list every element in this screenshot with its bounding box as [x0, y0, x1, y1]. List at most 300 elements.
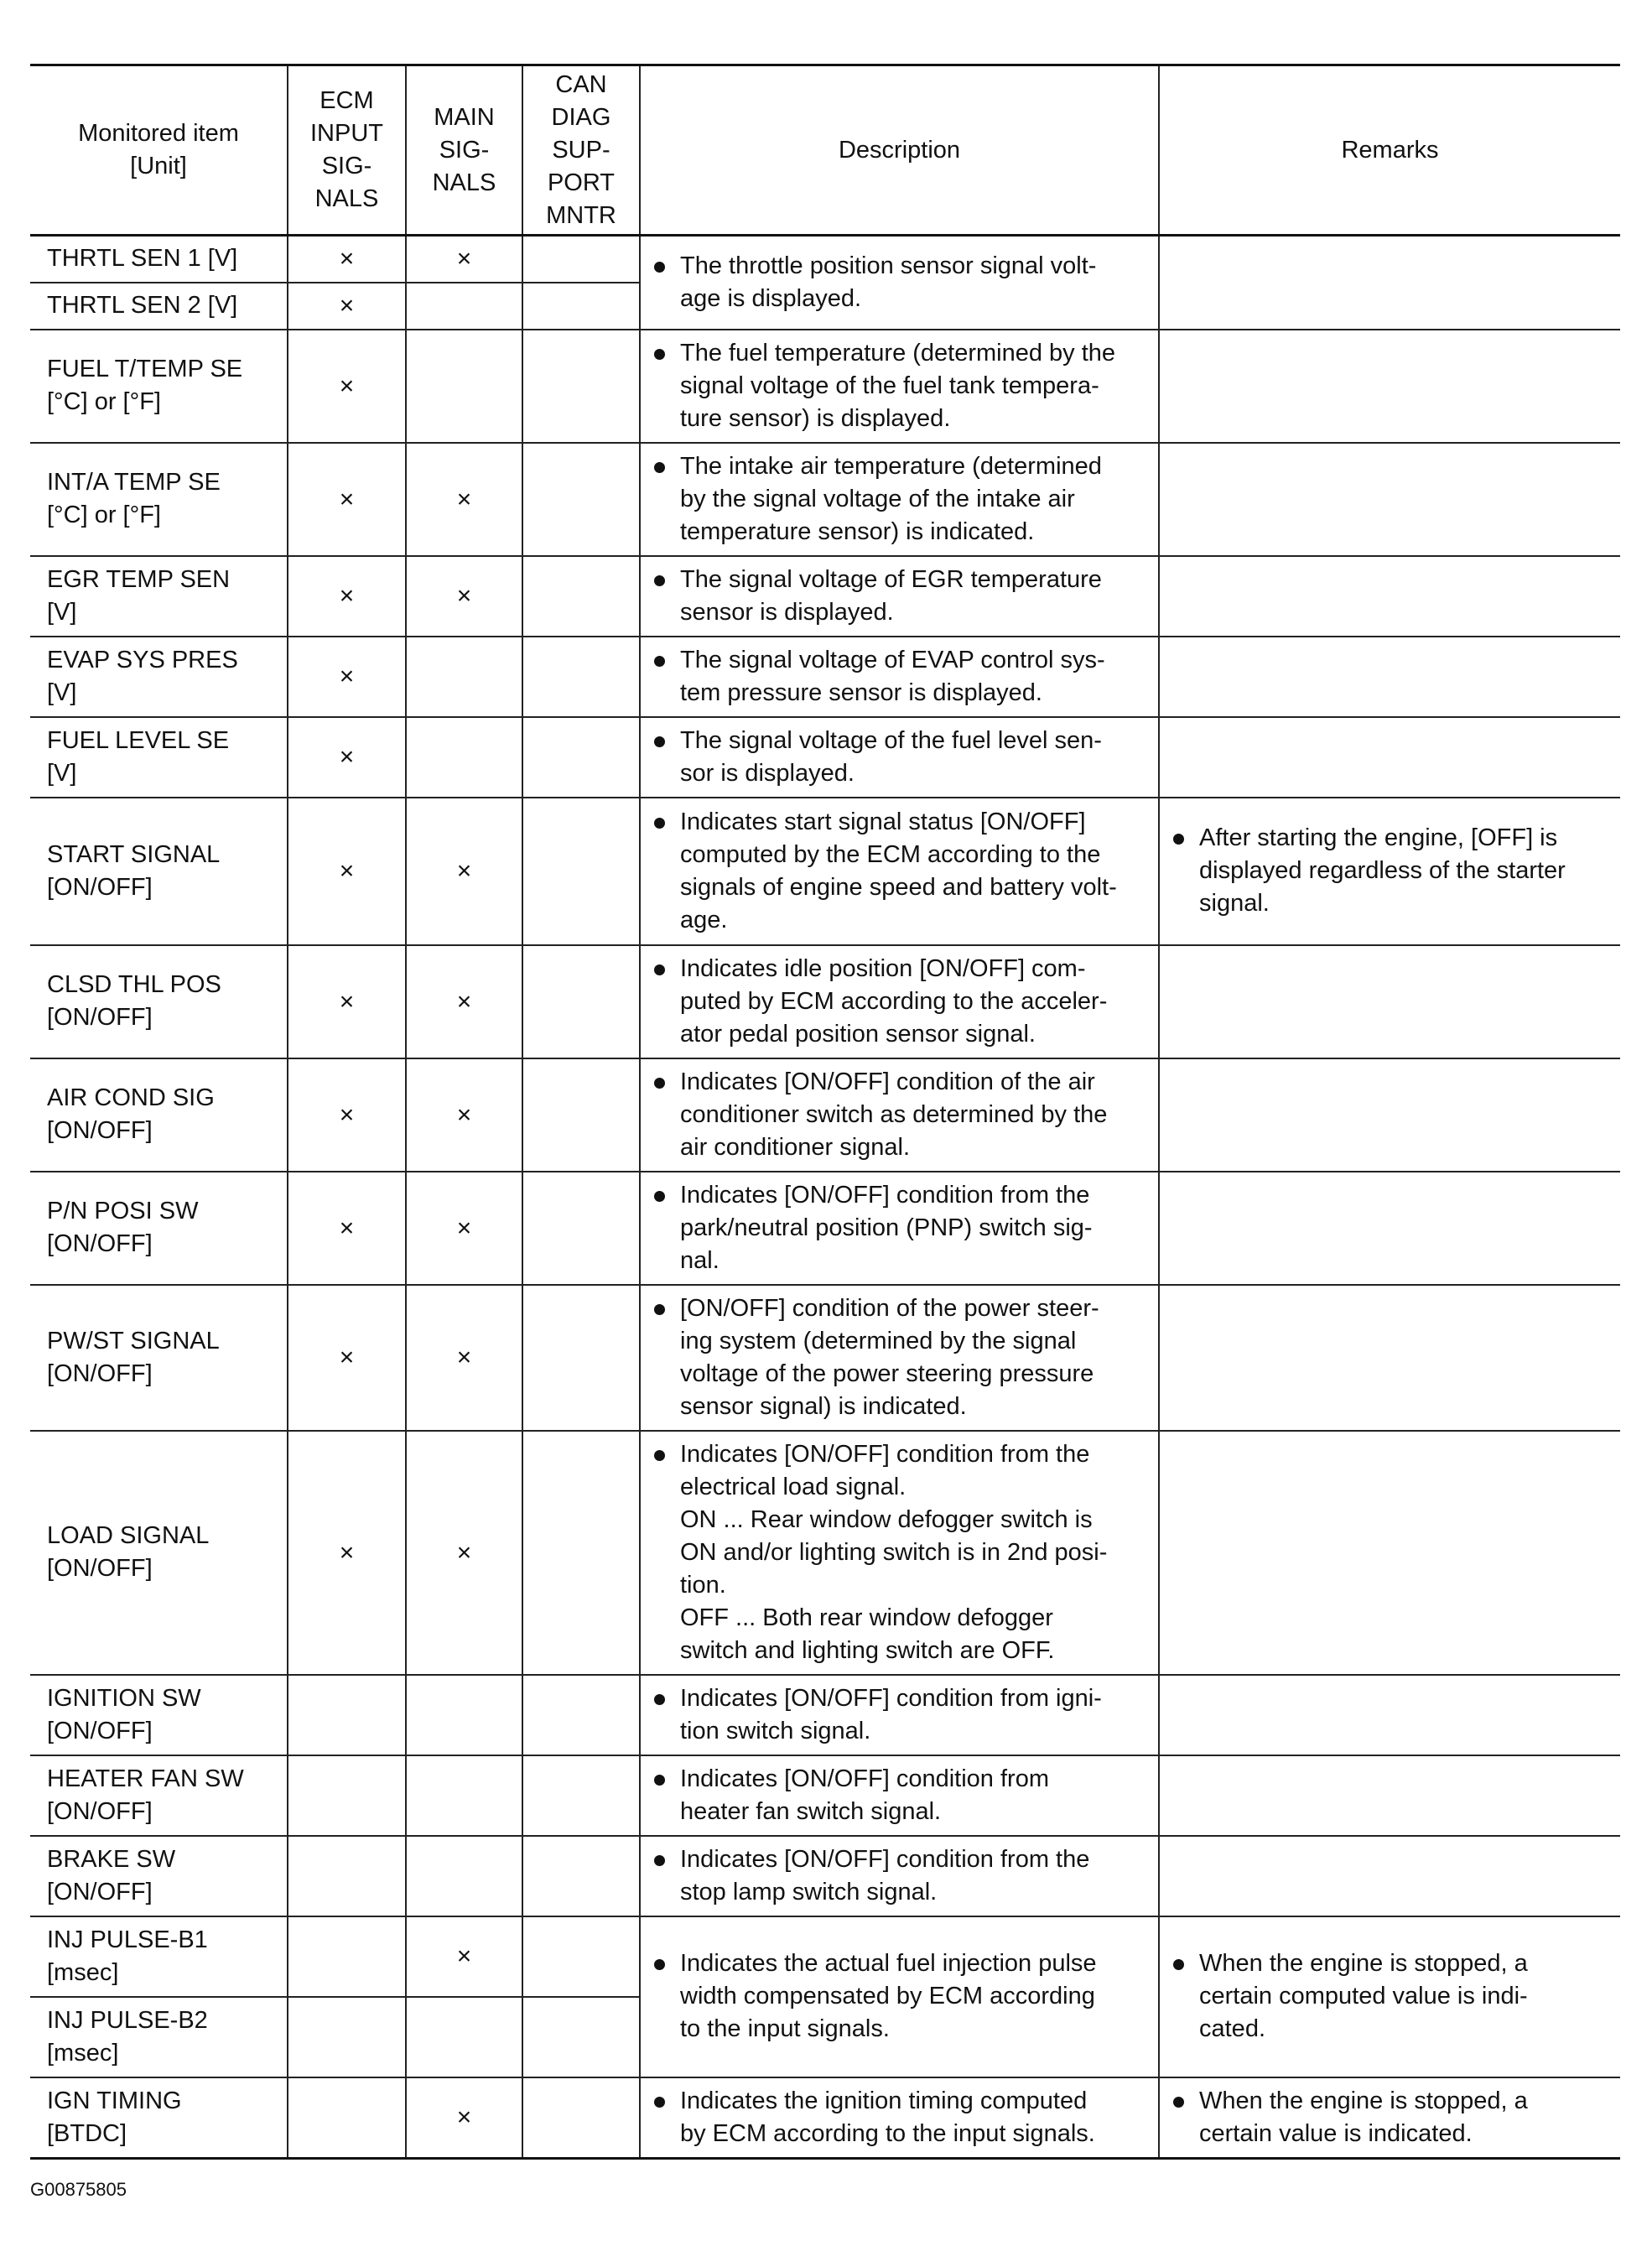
text-line: park/neutral position (PNP) switch sig-	[680, 1214, 1093, 1241]
remarks-cell	[1159, 330, 1620, 443]
text-line: MAIN	[434, 103, 495, 131]
text-line: conditioner switch as determined by the	[680, 1100, 1108, 1128]
monitored-item-cell	[30, 330, 288, 443]
bullet-icon	[654, 1304, 665, 1315]
text-line: THRTL SEN 2 [V]	[47, 292, 238, 319]
text-line: Monitored item	[78, 120, 239, 147]
text-line: IGN TIMING	[47, 2087, 182, 2114]
text-line: Indicates [ON/OFF] condition from the	[680, 1440, 1090, 1468]
text-line: ON and/or lighting switch is in 2nd posi-	[680, 1538, 1108, 1566]
text-line: Indicates the ignition timing computed	[680, 2087, 1088, 2114]
header-main-signals	[406, 65, 522, 236]
main-signal-mark	[406, 945, 522, 1058]
bullet-text	[680, 450, 1150, 549]
text-line: [msec]	[47, 2039, 119, 2067]
bullet-icon	[654, 736, 665, 747]
text-line: Indicates the actual fuel injection pulse	[680, 1950, 1097, 1977]
table-row	[30, 1285, 1620, 1431]
ecm-input-mark	[288, 945, 406, 1058]
x-mark: ×	[339, 245, 355, 273]
monitored-item-cell	[30, 236, 288, 283]
bullet-icon	[654, 1078, 665, 1089]
table-row	[30, 330, 1620, 443]
description-cell	[640, 1172, 1159, 1285]
ecm-input-mark	[288, 1755, 406, 1836]
text-line: EGR TEMP SEN	[47, 565, 231, 593]
text-line: When the engine is stopped, a	[1199, 2087, 1528, 2114]
can-diag-cell	[522, 1675, 640, 1755]
bullet-icon	[654, 818, 665, 829]
text-line: The signal voltage of the fuel level sen-	[680, 726, 1102, 754]
can-diag-cell	[522, 556, 640, 637]
x-mark: ×	[456, 485, 472, 513]
text-line: The signal voltage of EGR temperature	[680, 565, 1102, 593]
text-line: [ON/OFF]	[47, 1555, 153, 1582]
bullet-text	[680, 1682, 1150, 1748]
main-signal-mark	[406, 236, 522, 283]
text-line: START SIGNAL	[47, 840, 221, 868]
bullet-text	[1199, 1947, 1612, 2046]
text-line: signal.	[1199, 890, 1270, 917]
remarks-cell	[1159, 1058, 1620, 1172]
bullet-item	[654, 1292, 1150, 1423]
text-line: EVAP SYS PRES	[47, 646, 238, 673]
text-line: sor is displayed.	[680, 759, 855, 787]
monitored-item-cell	[30, 556, 288, 637]
remarks-cell	[1159, 236, 1620, 330]
remarks-cell	[1159, 556, 1620, 637]
bullet-text	[680, 1292, 1150, 1423]
text-line: FUEL LEVEL SE	[47, 726, 230, 754]
monitored-item-cell	[30, 1755, 288, 1836]
bullet-icon	[654, 349, 665, 360]
bullet-icon	[654, 2097, 665, 2108]
bullet-item	[1173, 822, 1612, 920]
text-line: [ON/OFF]	[47, 1360, 153, 1387]
text-line: ator pedal position sensor signal.	[680, 1020, 1036, 1048]
main-signal-mark	[406, 1058, 522, 1172]
ecm-input-mark	[288, 556, 406, 637]
bullet-icon	[654, 1191, 665, 1202]
text-line: ture sensor) is displayed.	[680, 404, 951, 432]
main-signal-mark	[406, 556, 522, 637]
table-row	[30, 2077, 1620, 2159]
description-cell	[640, 1755, 1159, 1836]
table-header-row	[30, 65, 1620, 236]
bullet-text	[680, 1947, 1150, 2046]
bullet-item	[654, 725, 1150, 790]
text-line: Indicates [ON/OFF] condition from	[680, 1765, 1049, 1792]
bullet-text	[680, 1438, 1150, 1667]
table-row	[30, 945, 1620, 1058]
text-line: [ON/OFF]	[47, 1717, 153, 1744]
text-line: NALS	[314, 185, 379, 212]
text-line: ECM	[319, 87, 374, 114]
ecm-input-mark	[288, 1172, 406, 1285]
text-line: signals of engine speed and battery volt-	[680, 873, 1117, 901]
text-line: DIAG	[551, 103, 611, 131]
bullet-item	[654, 450, 1150, 549]
description-cell	[640, 443, 1159, 556]
bullet-text	[680, 1763, 1150, 1828]
ecm-input-mark	[288, 443, 406, 556]
description-cell	[640, 236, 1159, 330]
remarks-cell	[1159, 717, 1620, 798]
text-line: THRTL SEN 1 [V]	[47, 245, 238, 273]
x-mark: ×	[456, 1344, 472, 1371]
remarks-cell	[1159, 1836, 1620, 1916]
bullet-item	[654, 1843, 1150, 1909]
monitor-table-sheet	[30, 64, 1620, 2160]
bullet-icon	[654, 262, 665, 273]
text-line: [ON/OFF]	[47, 873, 153, 901]
text-line: puted by ECM according to the acceler-	[680, 987, 1108, 1015]
x-mark: ×	[456, 2103, 472, 2131]
description-cell	[640, 637, 1159, 717]
monitored-item-cell	[30, 1431, 288, 1675]
can-diag-cell	[522, 717, 640, 798]
description-cell	[640, 2077, 1159, 2159]
header-remarks: Remarks	[1159, 65, 1620, 236]
text-line: CLSD THL POS	[47, 971, 221, 998]
monitored-item-cell	[30, 1172, 288, 1285]
main-signal-mark	[406, 717, 522, 798]
x-mark: ×	[339, 1538, 355, 1567]
can-diag-cell	[522, 1916, 640, 1997]
bullet-text	[1199, 822, 1612, 920]
text-line: Indicates [ON/OFF] condition from igni-	[680, 1684, 1102, 1712]
bullet-item	[654, 1179, 1150, 1277]
x-mark: ×	[456, 1214, 472, 1242]
table-row	[30, 1172, 1620, 1285]
monitored-item-cell	[30, 1285, 288, 1431]
table-row	[30, 798, 1620, 945]
text-line: PORT	[547, 169, 616, 196]
table-row	[30, 236, 1620, 283]
text-line: [ON/OFF] condition of the power steer-	[680, 1294, 1099, 1322]
text-line: displayed regardless of the starter	[1199, 857, 1566, 884]
monitored-item-cell	[30, 2077, 288, 2159]
can-diag-cell	[522, 1285, 640, 1431]
bullet-icon	[654, 1694, 665, 1705]
x-mark: ×	[339, 1214, 355, 1242]
text-line: IGNITION SW	[47, 1684, 201, 1712]
text-line: The throttle position sensor signal volt-	[680, 252, 1097, 279]
remarks-cell	[1159, 945, 1620, 1058]
monitored-item-cell	[30, 443, 288, 556]
can-diag-cell	[522, 330, 640, 443]
main-signal-mark	[406, 1675, 522, 1755]
bullet-item	[654, 2085, 1150, 2150]
text-line: The fuel temperature (determined by the	[680, 339, 1116, 367]
remarks-cell	[1159, 1172, 1620, 1285]
text-line: SUP-	[552, 136, 610, 164]
header-monitored-item	[30, 65, 288, 236]
description-cell	[640, 717, 1159, 798]
bullet-icon	[1173, 2097, 1184, 2108]
main-signal-mark	[406, 637, 522, 717]
description-cell	[640, 798, 1159, 945]
text-line: BRAKE SW	[47, 1845, 176, 1873]
can-diag-cell	[522, 283, 640, 330]
table-row	[30, 556, 1620, 637]
text-line: INT/A TEMP SE	[47, 469, 221, 496]
text-line: INPUT	[310, 120, 383, 147]
monitored-item-cell	[30, 1997, 288, 2077]
text-line: [ON/OFF]	[47, 1004, 153, 1031]
x-mark: ×	[339, 663, 355, 690]
text-line: [ON/OFF]	[47, 1117, 153, 1144]
main-signal-mark	[406, 1997, 522, 2077]
monitored-item-cell	[30, 717, 288, 798]
bullet-text	[680, 725, 1150, 790]
ecm-input-mark	[288, 330, 406, 443]
bullet-item	[654, 337, 1150, 435]
text-line: INJ PULSE-B1	[47, 1926, 208, 1953]
bullet-icon	[654, 575, 665, 586]
bullet-item	[654, 1682, 1150, 1748]
x-mark: ×	[456, 582, 472, 610]
bullet-text	[680, 337, 1150, 435]
text-line: [°C] or [°F]	[47, 502, 161, 528]
table-row	[30, 1058, 1620, 1172]
can-diag-cell	[522, 945, 640, 1058]
monitored-item-cell	[30, 637, 288, 717]
text-line: P/N POSI SW	[47, 1198, 199, 1224]
text-line: SIG-	[321, 153, 372, 179]
main-signal-mark	[406, 1836, 522, 1916]
text-line: AIR COND SIG	[47, 1084, 215, 1111]
can-diag-cell	[522, 443, 640, 556]
text-line: by ECM according to the input signals.	[680, 2119, 1095, 2147]
text-line: voltage of the power steering pressure	[680, 1360, 1094, 1387]
can-diag-cell	[522, 637, 640, 717]
text-line: nal.	[680, 1246, 720, 1274]
main-signal-mark	[406, 1172, 522, 1285]
remarks-cell	[1159, 1285, 1620, 1431]
text-line: temperature sensor) is indicated.	[680, 517, 1035, 545]
bullet-text	[680, 2085, 1150, 2150]
bullet-item	[654, 806, 1150, 937]
ecm-input-mark	[288, 1675, 406, 1755]
text-line: OFF ... Both rear window defogger	[680, 1604, 1053, 1631]
x-mark: ×	[456, 857, 472, 885]
text-line: computed by the ECM according to the	[680, 840, 1101, 868]
can-diag-cell	[522, 1836, 640, 1916]
text-line: air conditioner signal.	[680, 1133, 911, 1161]
text-line: Indicates idle position [ON/OFF] com-	[680, 954, 1086, 982]
text-line: The intake air temperature (determined	[680, 452, 1102, 480]
bullet-text	[680, 1843, 1150, 1909]
ecm-input-mark	[288, 1058, 406, 1172]
text-line: [ON/OFF]	[47, 1230, 153, 1257]
figure-code: G00875805	[30, 2179, 127, 2200]
bullet-icon	[654, 1450, 665, 1461]
table-row	[30, 1755, 1620, 1836]
monitored-item-cell	[30, 1675, 288, 1755]
text-line: [V]	[47, 759, 77, 787]
description-cell	[640, 945, 1159, 1058]
text-line: INJ PULSE-B2	[47, 2006, 208, 2034]
ecm-input-mark	[288, 1916, 406, 1997]
text-line: Indicates start signal status [ON/OFF]	[680, 808, 1086, 835]
text-line: certain computed value is indi-	[1199, 1983, 1528, 2009]
text-line: ing system (determined by the signal	[680, 1327, 1077, 1354]
bullet-item	[654, 1066, 1150, 1164]
table-row	[30, 443, 1620, 556]
main-signal-mark	[406, 1285, 522, 1431]
remarks-cell	[1159, 2077, 1620, 2159]
bullet-item	[654, 1763, 1150, 1828]
bullet-icon	[654, 1775, 665, 1786]
remarks-cell	[1159, 1675, 1620, 1755]
ecm-input-mark	[288, 1285, 406, 1431]
text-line: PW/ST SIGNAL	[47, 1327, 220, 1354]
x-mark: ×	[339, 987, 355, 1016]
x-mark: ×	[339, 743, 355, 771]
bullet-text	[680, 564, 1150, 629]
bullet-item	[654, 564, 1150, 629]
can-diag-cell	[522, 798, 640, 945]
header-description: Description	[640, 65, 1159, 236]
monitored-item-cell	[30, 1058, 288, 1172]
x-mark: ×	[339, 372, 355, 400]
x-mark: ×	[456, 987, 472, 1016]
main-signal-mark	[406, 1755, 522, 1836]
description-cell	[640, 1431, 1159, 1675]
text-line: heater fan switch signal.	[680, 1797, 942, 1825]
bullet-item	[1173, 1947, 1612, 2046]
x-mark: ×	[456, 1942, 472, 1970]
main-signal-mark	[406, 2077, 522, 2159]
description-cell	[640, 330, 1159, 443]
monitored-item-cell	[30, 1836, 288, 1916]
can-diag-cell	[522, 1058, 640, 1172]
ecm-input-mark	[288, 717, 406, 798]
bullet-icon	[654, 964, 665, 975]
bullet-text	[680, 1066, 1150, 1164]
text-line: by the signal voltage of the intake air	[680, 485, 1075, 512]
x-mark: ×	[339, 292, 355, 320]
bullet-text	[1199, 2085, 1612, 2150]
main-signal-mark	[406, 330, 522, 443]
text-line: tion switch signal.	[680, 1717, 871, 1744]
text-line: age is displayed.	[680, 284, 862, 312]
table-row	[30, 637, 1620, 717]
bullet-icon	[654, 1855, 665, 1866]
ecm-input-mark	[288, 283, 406, 330]
text-line: MNTR	[546, 201, 616, 229]
x-mark: ×	[339, 582, 355, 610]
monitored-item-cell	[30, 798, 288, 945]
monitored-item-cell	[30, 945, 288, 1058]
text-line: HEATER FAN SW	[47, 1765, 244, 1792]
text-line: sensor signal) is indicated.	[680, 1392, 967, 1420]
table-row	[30, 1836, 1620, 1916]
bullet-icon	[654, 1959, 665, 1970]
bullet-text	[680, 806, 1150, 937]
header-ecm-input-signals	[288, 65, 406, 236]
header-can-diag-support-mntr	[522, 65, 640, 236]
remarks-cell	[1159, 798, 1620, 945]
can-diag-cell	[522, 1755, 640, 1836]
description-cell	[640, 1836, 1159, 1916]
text-line: CAN	[555, 70, 607, 98]
remarks-cell	[1159, 1916, 1620, 2077]
can-diag-cell	[522, 2077, 640, 2159]
text-line: Indicates [ON/OFF] condition from the	[680, 1181, 1090, 1209]
remarks-cell	[1159, 443, 1620, 556]
text-line: The signal voltage of EVAP control sys-	[680, 646, 1105, 673]
text-line: Indicates [ON/OFF] condition from the	[680, 1845, 1090, 1873]
bullet-icon	[1173, 834, 1184, 845]
remarks-cell	[1159, 637, 1620, 717]
text-line: Indicates [ON/OFF] condition of the air	[680, 1068, 1095, 1095]
text-line: FUEL T/TEMP SE	[47, 356, 243, 382]
description-cell	[640, 556, 1159, 637]
text-line: width compensated by ECM according	[680, 1983, 1095, 2009]
text-line: [Unit]	[130, 153, 187, 179]
text-line: [msec]	[47, 1958, 119, 1986]
text-line: [°C] or [°F]	[47, 388, 161, 415]
x-mark: ×	[339, 857, 355, 885]
x-mark: ×	[456, 1100, 472, 1129]
description-cell	[640, 1916, 1159, 2077]
table-row	[30, 1431, 1620, 1675]
ecm-input-mark	[288, 2077, 406, 2159]
text-line: electrical load signal.	[680, 1473, 907, 1500]
ecm-input-mark	[288, 1431, 406, 1675]
main-signal-mark	[406, 283, 522, 330]
bullet-item	[654, 250, 1150, 315]
text-line: signal voltage of the fuel tank tempera-	[680, 372, 1099, 399]
bullet-item	[654, 1438, 1150, 1667]
bullet-item	[654, 953, 1150, 1051]
text-line: sensor is displayed.	[680, 598, 894, 626]
text-line: switch and lighting switch are OFF.	[680, 1636, 1055, 1664]
bullet-icon	[1173, 1959, 1184, 1970]
can-diag-cell	[522, 236, 640, 283]
main-signal-mark	[406, 798, 522, 945]
text-line: [ON/OFF]	[47, 1878, 153, 1905]
table-row	[30, 1916, 1620, 1997]
text-line: NALS	[432, 169, 496, 196]
text-line: tem pressure sensor is displayed.	[680, 678, 1042, 706]
description-cell	[640, 1285, 1159, 1431]
description-cell	[640, 1058, 1159, 1172]
table-row	[30, 717, 1620, 798]
ecm-input-mark	[288, 236, 406, 283]
x-mark: ×	[456, 245, 472, 273]
text-line: tion.	[680, 1571, 726, 1599]
bullet-text	[680, 1179, 1150, 1277]
text-line: [ON/OFF]	[47, 1797, 153, 1825]
ecm-input-mark	[288, 798, 406, 945]
text-line: LOAD SIGNAL	[47, 1522, 210, 1549]
text-line: ON ... Rear window defogger switch is	[680, 1505, 1093, 1533]
text-line: stop lamp switch signal.	[680, 1878, 938, 1905]
can-diag-cell	[522, 1997, 640, 2077]
ecm-input-mark	[288, 1836, 406, 1916]
x-mark: ×	[339, 1344, 355, 1371]
text-line: [V]	[47, 598, 77, 626]
monitored-item-cell	[30, 283, 288, 330]
main-signal-mark	[406, 1431, 522, 1675]
x-mark: ×	[339, 1100, 355, 1129]
text-line: [V]	[47, 678, 77, 706]
remarks-cell	[1159, 1431, 1620, 1675]
x-mark: ×	[456, 1538, 472, 1567]
